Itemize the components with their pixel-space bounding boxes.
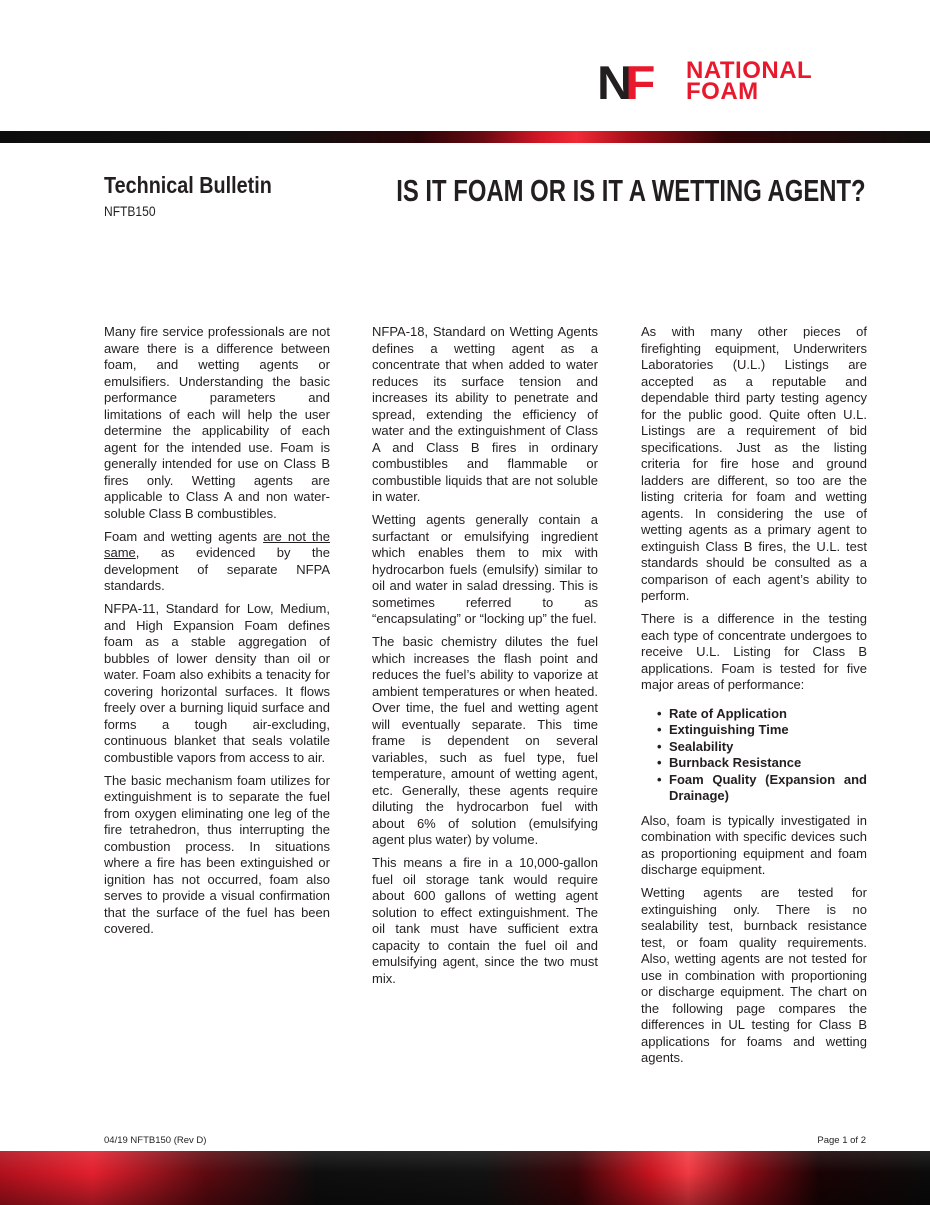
- paragraph: Foam and wetting agents are not the same, as evidenced by the development of separate NFPA standards.: [104, 528, 330, 593]
- paragraph: Also, foam is typically investigated in combination with specific devices such as proportioning equipment and foam discharge equipment.: [641, 812, 867, 877]
- performance-list: [641, 706, 867, 805]
- list-item: • Extinguishing Time: [669, 722, 867, 739]
- list-item: • Sealability: [669, 739, 867, 756]
- underlined-phrase: are not the same: [104, 528, 330, 560]
- paragraph: NFPA-11, Standard for Low, Medium, and High Expansion Foam defines foam as a stable aggregation of bubbles of lower density than oil or water. Foam also exhibits a tenacity for covering horizontal surfaces. It flows freely over a burning liquid surface and forms a tough air-excluding, continuous blanket that seals volatile combustible vapors from access to air.: [104, 601, 330, 765]
- paragraph: This means a fire in a 10,000-gallon fuel oil storage tank would require about 600 gallons of wetting agent solution to effect extinguishment. The oil tank must have sufficient extra capacity to contain the fuel oil and emulsifying agent, since the two must mix.: [372, 855, 598, 986]
- text-column-2: [372, 324, 598, 994]
- footer-revision: 04/19 NFTB150 (Rev D): [104, 1135, 207, 1146]
- paragraph: As with many other pieces of firefighting equipment, Underwriters Laboratories (U.L.) Listings are accepted as a reputable and dependable third party testing agency for the public good. Quite often U.L. Listings are a requirement of bid specifications. Just as the listing criteria for fire hose and ground ladders are different, so too are the listing criteria for foam and wetting agents. In considering the use of wetting agents as a primary agent to extinguish Class B fires, the U.L. test standards should be consulted as a comparison of each agent’s ability to perform.: [641, 324, 867, 603]
- list-item: • Rate of Application: [669, 706, 867, 723]
- paragraph: Wetting agents generally contain a surfactant or emulsifying ingredient which enables them to mix with hydrocarbon fuels (emulsify) similar to oil and water in salad dressing. This is sometimes referred to as “encapsulating” or “locking up” the fuel.: [372, 512, 598, 626]
- page-title: IS IT FOAM OR IS IT A WETTING AGENT?: [396, 173, 866, 208]
- list-item: • Foam Quality (Expansion and Drainage): [669, 772, 867, 805]
- header-banner: [0, 131, 930, 143]
- paragraph: Many fire service professionals are not aware there is a difference between foam, and wetting agents or emulsifiers. Understanding the basic performance parameters and limitations of each will help the user determine the applicability of each agent for the intended use. Foam is generally intended for use on Class B fires only. Wetting agents are applicable to Class A and non water-soluble Class B combustibles.: [104, 324, 330, 521]
- bulletin-label: Technical Bulletin: [104, 172, 272, 198]
- paragraph: Wetting agents are tested for extinguishing only. There is no sealability test, burnback resistance test, or foam quality requirements. Also, wetting agents are not tested for use in combination with proportioning or discharge equipment. The chart on the following page compares the differences in UL testing for Class B applications for foams and wetting agents.: [641, 885, 867, 1065]
- logo-word-foam: FOAM: [686, 78, 759, 105]
- paragraph: NFPA-18, Standard on Wetting Agents defines a wetting agent as a concentrate that when added to water reduces its surface tension and increases its ability to penetrate and spread, extending the efficiency of water and the extinguishment of Class A and Class B fires in ordinary combustibles and flammable or combustible liquids that are not soluble in water.: [372, 324, 598, 504]
- footer-banner: [0, 1151, 930, 1205]
- text-column-3: [641, 324, 867, 1073]
- national-foam-logo: [597, 56, 867, 109]
- list-item: • Burnback Resistance: [669, 755, 867, 772]
- paragraph: The basic mechanism foam utilizes for extinguishment is to separate the fuel from oxygen eliminating one leg of the fire tetrahedron, thus interrupting the combustion process. In situations where a fire has been extinguished or ignition has not occurred, foam also serves to provide a visual confirmation that the surface of the fuel has been covered.: [104, 772, 330, 936]
- text-column-1: [104, 324, 330, 944]
- nf-logo-mark: NF: [597, 56, 649, 109]
- footer-page-number: Page 1 of 2: [817, 1135, 866, 1146]
- logo-wordmark: [686, 57, 813, 105]
- bulletin-code: NFTB150: [104, 203, 156, 219]
- logo-word-national: NATIONAL: [686, 57, 813, 84]
- paragraph: There is a difference in the testing each type of concentrate undergoes to receive U.L. Listing for Class B applications. Foam is tested for five major areas of performance:: [641, 611, 867, 692]
- paragraph: The basic chemistry dilutes the fuel which increases the flash point and reduces the fuel’s ability to vaporize at ambient temperatures or when heated. Over time, the fuel and wetting agent will eventually separate. This time frame is dependent on several variables, such as fuel type, fuel temperature, amount of wetting agent, etc. Generally, these agents require diluting the hydrocarbon fuel with about 6% of solution (emulsifying agent plus water) by volume.: [372, 634, 598, 847]
